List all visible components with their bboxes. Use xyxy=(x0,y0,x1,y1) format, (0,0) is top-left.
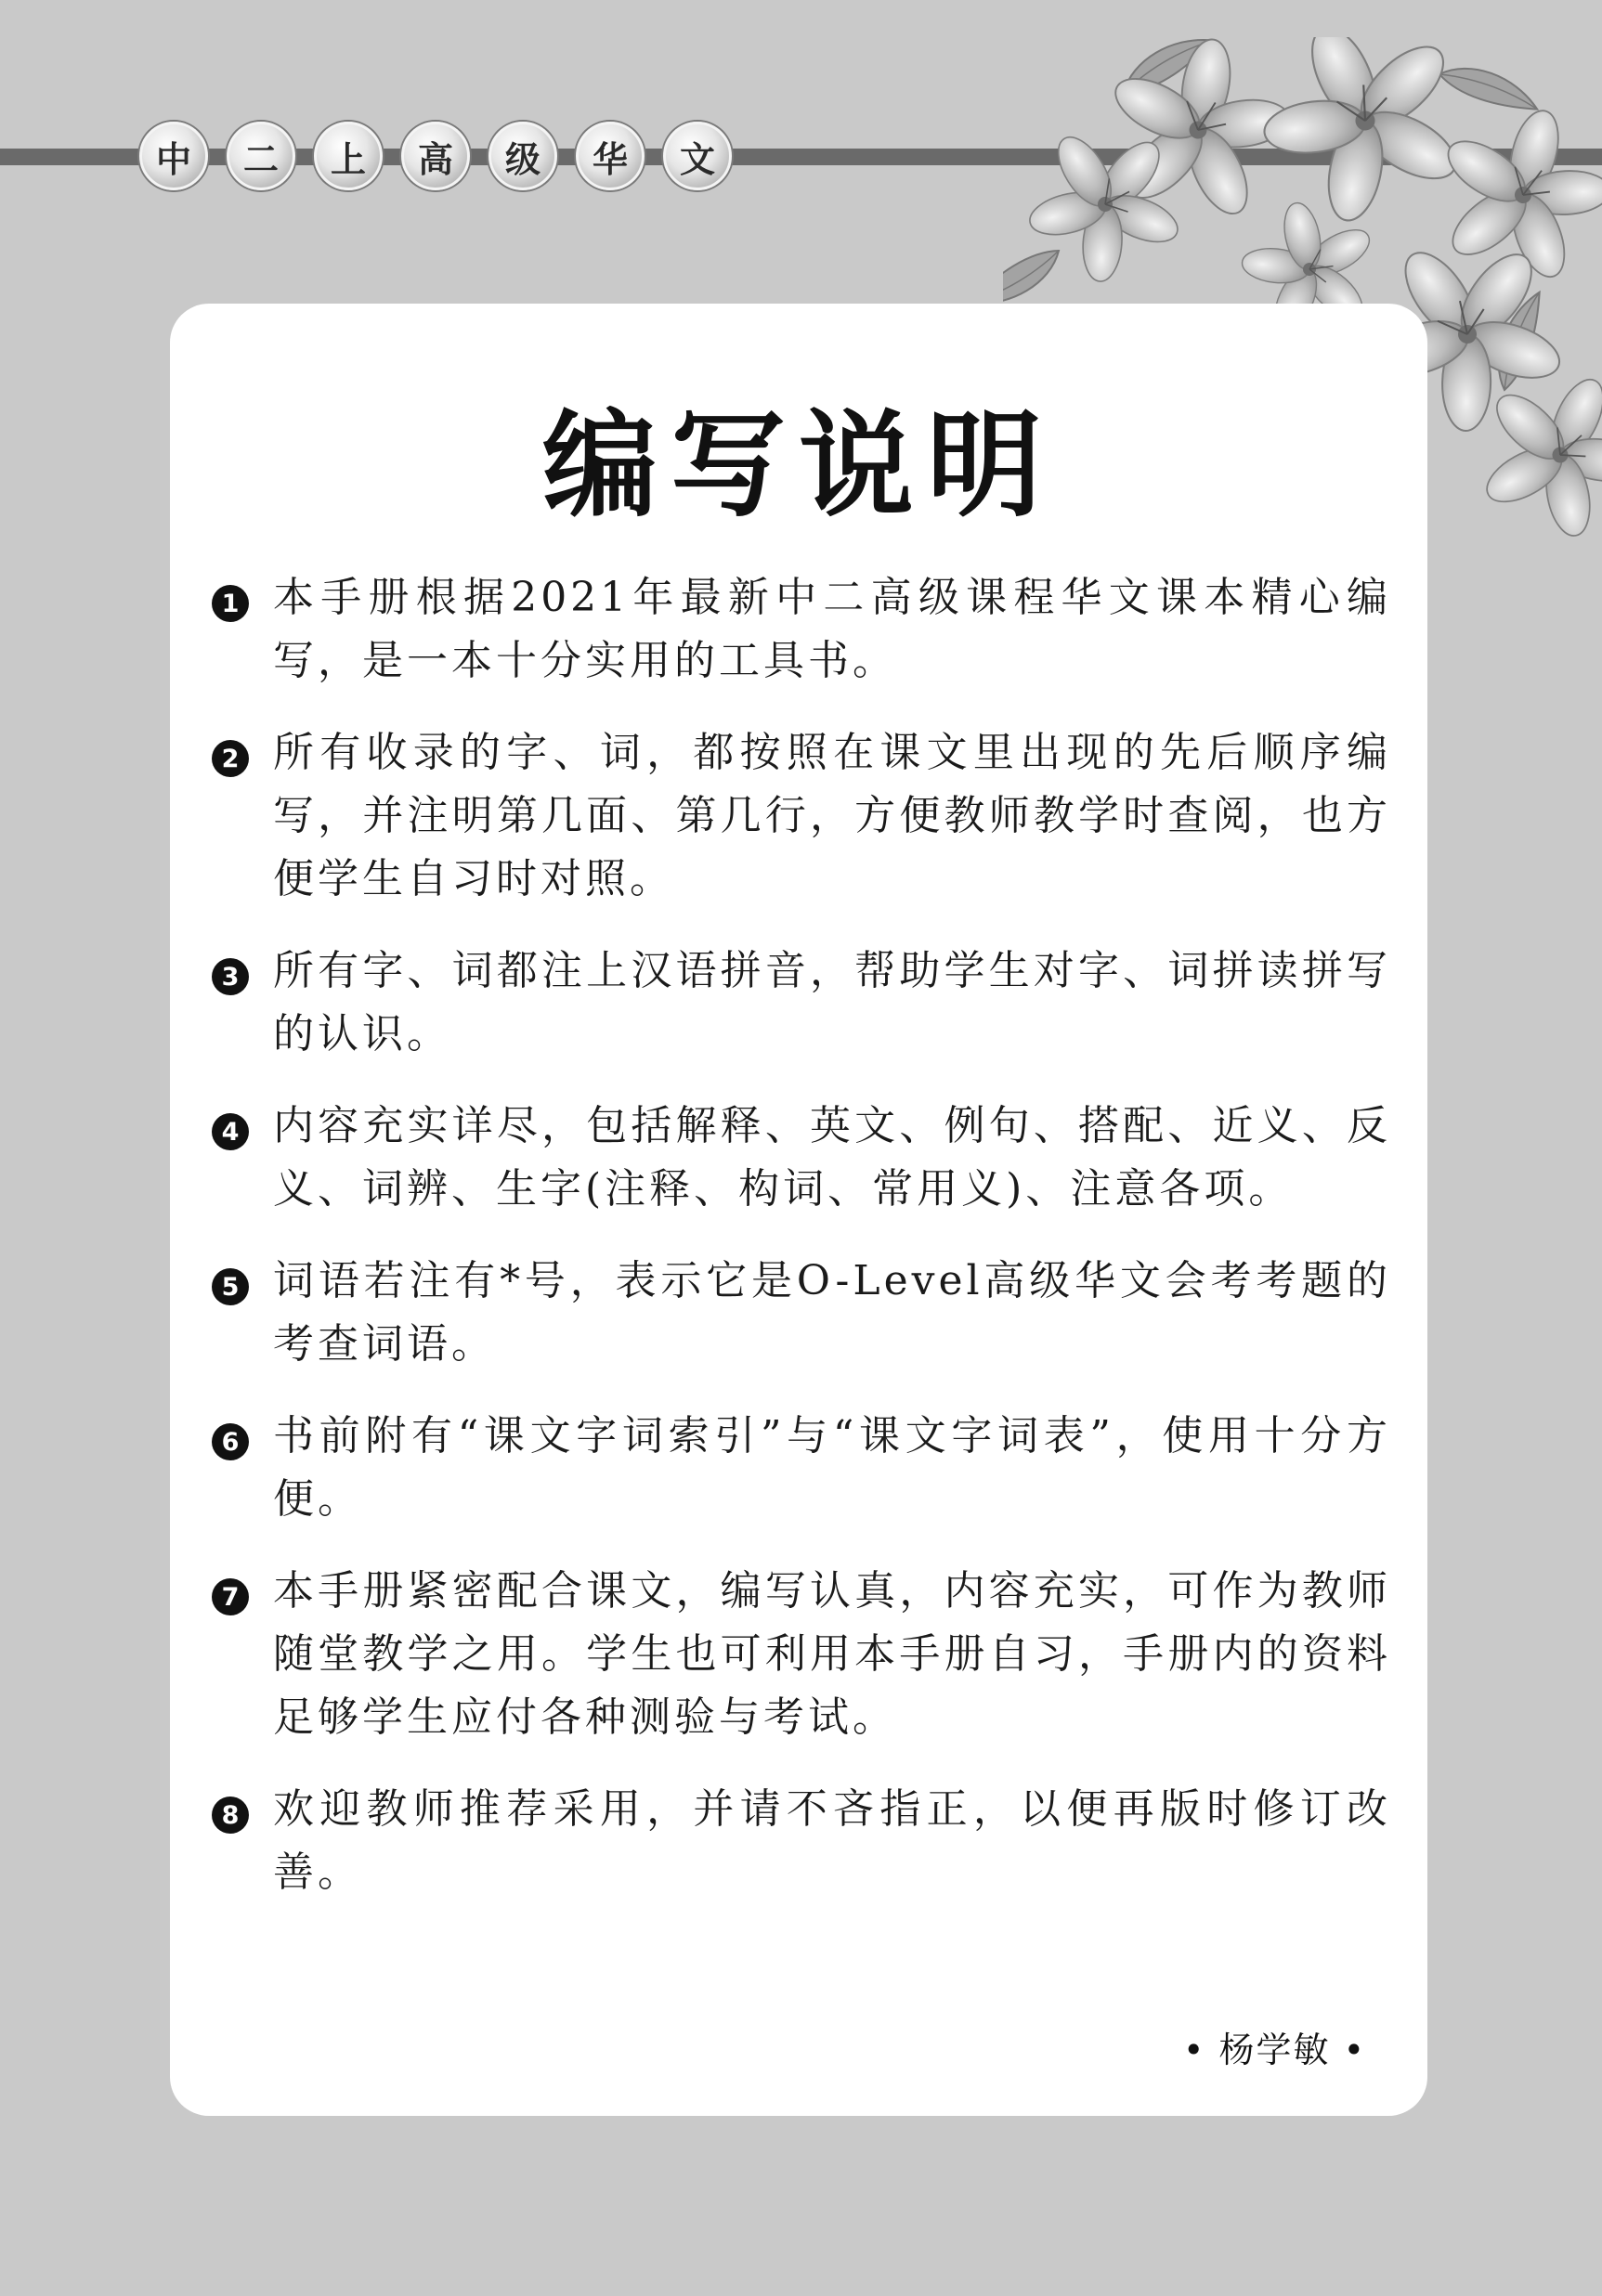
item-text: 内容充实详尽，包括解释、英文、例句、搭配、近义、反义、词辨、生字(注释、构词、常用义)、注意各项。 xyxy=(273,1102,1391,1213)
item-number-badge: 5 xyxy=(212,1268,249,1305)
item-text: 所有字、词都注上汉语拼音，帮助学生对字、词拼读拼写的认识。 xyxy=(273,947,1391,1057)
item-text: 本手册根据2021年最新中二高级课程华文课本精心编写，是一本十分实用的工具书。 xyxy=(273,574,1391,684)
item-number-badge: 1 xyxy=(212,585,249,622)
series-title-char: 文 xyxy=(663,122,732,190)
list-item xyxy=(212,721,1391,911)
item-number-badge: 4 xyxy=(212,1113,249,1150)
item-number-badge: 3 xyxy=(212,958,249,995)
item-number-badge: 7 xyxy=(212,1578,249,1615)
series-title-char: 华 xyxy=(576,122,645,190)
item-text: 书前附有“课文字词索引”与“课文字词表”，使用十分方便。 xyxy=(273,1412,1391,1523)
notes-list xyxy=(212,566,1391,1933)
list-item xyxy=(212,1250,1391,1376)
list-item xyxy=(212,1778,1391,1904)
item-number-badge: 6 xyxy=(212,1423,249,1460)
list-item xyxy=(212,940,1391,1066)
author-signature: • 杨学敏 • xyxy=(1183,2030,1366,2070)
item-number-badge: 8 xyxy=(212,1797,249,1834)
series-title-char: 上 xyxy=(314,122,383,190)
series-title-char: 级 xyxy=(488,122,557,190)
item-text: 欢迎教师推荐采用，并请不吝指正，以便再版时修订改善。 xyxy=(273,1785,1391,1896)
series-title-char: 中 xyxy=(139,122,208,190)
content-card xyxy=(170,304,1427,2116)
page-title: 编写说明 xyxy=(541,399,1055,533)
list-item xyxy=(212,566,1391,693)
list-item xyxy=(212,1095,1391,1221)
list-item xyxy=(212,1405,1391,1531)
series-title xyxy=(139,122,732,190)
series-title-char: 高 xyxy=(401,122,470,190)
list-item xyxy=(212,1560,1391,1749)
item-text: 所有收录的字、词，都按照在课文里出现的先后顺序编写，并注明第几面、第几行，方便教师教学时查阅，也方便学生自习时对照。 xyxy=(273,729,1391,902)
item-text: 本手册紧密配合课文，编写认真，内容充实，可作为教师随堂教学之用。学生也可利用本手册自习，手册内的资料足够学生应付各种测验与考试。 xyxy=(273,1567,1391,1741)
item-number-badge: 2 xyxy=(212,740,249,777)
series-title-char: 二 xyxy=(227,122,295,190)
item-text: 词语若注有*号，表示它是O-Level高级华文会考考题的考查词语。 xyxy=(273,1257,1391,1368)
